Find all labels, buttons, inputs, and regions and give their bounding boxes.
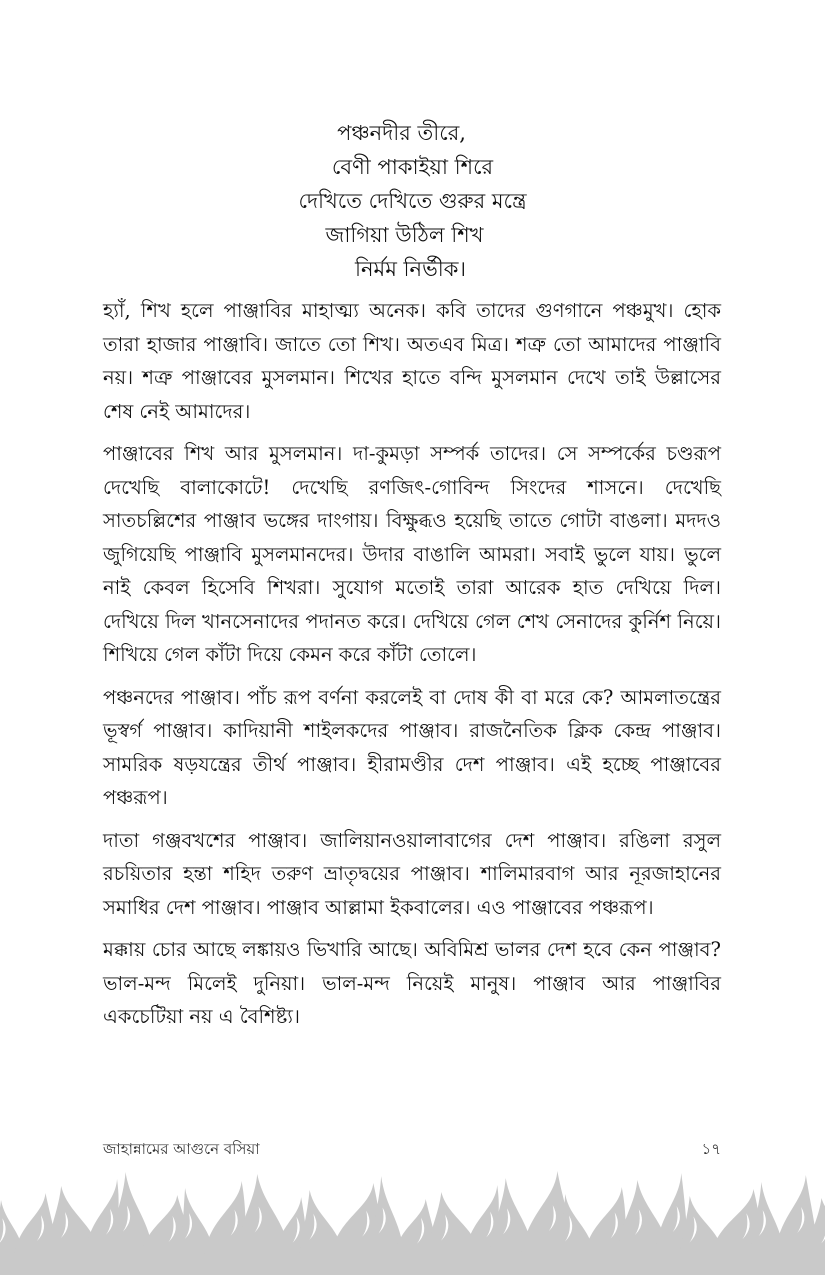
paragraph: পঞ্চনদের পাঞ্জাব। পাঁচ রূপ বর্ণনা করলেই বা দোষ কী বা মরে কে? আমলাতন্ত্রের ভূস্বর্গ পাঞ্জাব। কাদিয়ানী শাইলকদের পাঞ্জাব। রাজনৈতিক ক্লিক কেন্দ্র পাঞ্জাব। সামরিক ষড়যন্ত্রের তীর্থ পাঞ্জাব। হীরামণ্ডীর দেশ পাঞ্জাব। এই হচ্ছে পাঞ্জাবের পঞ্চরূপ।: [103, 685, 721, 809]
poem-line: বেণী পাকাইয়া শিরে: [331, 155, 494, 179]
flame-border-icon: [0, 1160, 825, 1275]
page-number: ১৭: [701, 1140, 721, 1158]
body-text: [103, 294, 721, 1043]
paragraph: পাঞ্জাবের শিখ আর মুসলমান। দা-কুমড়া সম্পর্ক তাদের। সে সম্পর্কের চণ্ডরূপ দেখেছি বালাকোটে! দেখেছি রণজিৎ-গোবিন্দ সিংদের শাসনে। দেখেছি সাতচল্লিশের পাঞ্জাব ভঙ্গের দাংগায়। বিক্ষুব্ধও হয়েছি তাতে গোটা বাঙলা। মদদও জুগিয়েছি পাঞ্জাবি মুসলমানদের। উদার বাঙালি আমরা। সবাই ভুলে যায়। ভুলে নাই কেবল হিসেবি শিখরা। সুযোগ মতোই তারা আরেক হাত দেখিয়ে দিল। দেখিয়ে দিল খানসেনাদের পদানত করে। দেখিয়ে গেল শেখ সেনাদের কুর্নিশ নিয়ে। শিখিয়ে গেল কাঁটা দিয়ে কেমন করে কাঁটা তোলে।: [103, 442, 721, 666]
poem-line: নির্মম নির্ভীক।: [355, 257, 466, 281]
poem-line: পঞ্চনদীর তীরে,: [337, 121, 466, 145]
paragraph: মক্কায় চোর আছে লঙ্কায়ও ভিখারি আছে। অবিমিশ্র ভালর দেশ হবে কেন পাঞ্জাব? ভাল-মন্দ মিলেই দুনিয়া। ভাল-মন্দ নিয়েই মানুষ। পাঞ্জাব আর পাঞ্জাবির একচেটিয়া নয় এ বৈশিষ্ট্য।: [103, 938, 721, 1028]
book-title: জাহান্নামের আগুনে বসিয়া: [103, 1140, 260, 1158]
poem-line: দেখিতে দেখিতে গুরুর মন্ত্রে: [298, 189, 527, 213]
poem-line: জাগিয়া উঠিল শিখ: [325, 223, 484, 247]
paragraph: হ্যাঁ, শিখ হলে পাঞ্জাবির মাহাত্ম্য অনেক। কবি তাদের গুণগানে পঞ্চমুখ। হোক তারা হাজার পাঞ্জাবি। জাতে তো শিখ। অতএব মিত্র। শত্রু তো আমাদের পাঞ্জাবি নয়। শত্রু পাঞ্জাবের মুসলমান। শিখের হাতে বন্দি মুসলমান দেখে তাই উল্লাসের শেষ নেই আমাদের।: [103, 299, 721, 423]
paragraph: দাতা গঞ্জবখশের পাঞ্জাব। জালিয়ানওয়ালাবাগের দেশ পাঞ্জাব। রঙিলা রসুল রচয়িতার হন্তা শহিদ তরুণ ভ্রাতৃদ্বয়ের পাঞ্জাব। শালিমারবাগ আর নূরজাহানের সমাধির দেশ পাঞ্জাব। পাঞ্জাব আল্লামা ইকবালের। এও পাঞ্জাবের পঞ্চরূপ।: [103, 828, 721, 919]
poem-block: [0, 116, 825, 286]
